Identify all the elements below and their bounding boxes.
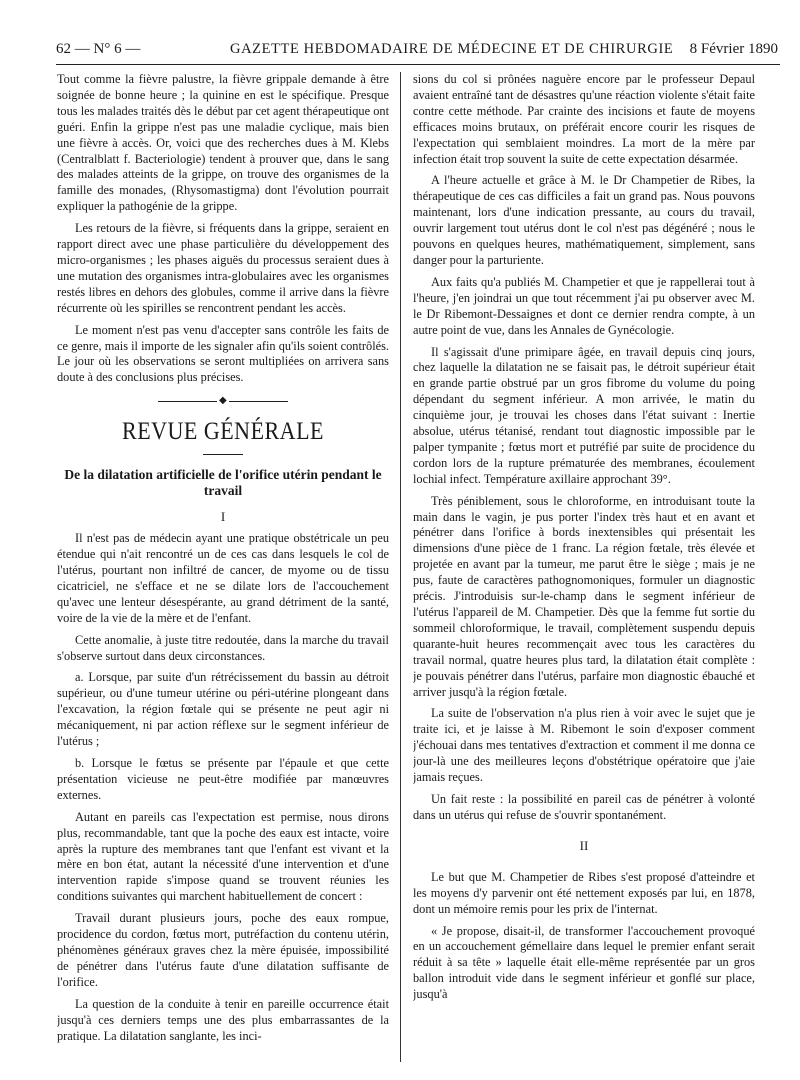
paragraph: Cette anomalie, à juste titre redoutée, dans la marche du travail s'observe surtout dans deux circonstances. bbox=[57, 632, 389, 663]
paragraph: Tout comme la fièvre palustre, la fièvre grippale demande à être soignée de bonne heure ; la quinine en est le spécifique. Presque tous les malades traités dès le début par cet agent thérapeutique ont guéri. Enfin la grippe n'est pas une maladie cyclique, mais bien une fièvre à accès. Or, voici que des recherches dues à M. Klebs (Centralblatt f. Bacteriologie) tendent à prouver que, dans le sang des malades atteints de la grippe, on trouve des organismes de la famille des monades, (Rhysomastigma) dont l'évolution pourrait expliquer la pathogénie de la grippe. bbox=[57, 72, 389, 214]
paragraph: Le moment n'est pas venu d'accepter sans contrôle les faits de ce genre, mais il importe de les signaler afin qu'ils soient contrôlés. Le jour où les observations se seront multipliées on arrivera sans doute à des conclusions plus précises. bbox=[57, 322, 389, 385]
paragraph: « Je propose, disait-il, de transformer l'accouchement provoqué en un accouchement gémellaire dans lequel le premier enfant serait réduit à sa tête » laquelle était elle-même représentée par un gros ballon introduit vide dans le segment inférieur et gonflé sur place, jusqu'à bbox=[413, 923, 755, 1002]
journal-title: GAZETTE HEBDOMADAIRE DE MÉDECINE ET DE CHIRURGIE bbox=[230, 41, 674, 57]
part-number: I bbox=[220, 509, 226, 525]
paragraph: La suite de l'observation n'a plus rien à voir avec le sujet que je traite ici, et je laisse à M. Ribemont le soin d'exposer comment j'échouai dans mes tentatives d'extraction et comment il me donna ce jour-là une des meilleures leçons d'obstétrique opératoire que j'aie jamais reçues. bbox=[413, 706, 755, 785]
part-number: II bbox=[579, 837, 589, 853]
paragraph: Autant en pareils cas l'expectation est permise, nous dirons plus, recommandable, tant que la poche des eaux est intacte, voire après la rupture des membranes tant que l'enfant est vivant et la mère en bon état, autant la nécessité d'une intervention et d'une intervention rapide s'impose quand se trouvent réunies les conditions suivantes qui marchent habituellement de concert : bbox=[57, 809, 389, 904]
paragraph: Aux faits qu'a publiés M. Champetier et que je rappellerai tout à l'heure, j'en joindrai un que tout récemment j'ai pu observer avec M. le Dr Ribemont-Dessaignes et dont ce dernier rendra compte, à un autre point de vue, dans les Annales de Gynécologie. bbox=[413, 274, 755, 337]
paragraph: Un fait reste : la possibilité en pareil cas de pénétrer à volonté dans un utérus qui refuse de s'ouvrir spontanément. bbox=[413, 791, 755, 822]
paragraph: Très péniblement, sous le chloroforme, en introduisant toute la main dans le vagin, je pus porter l'index très haut et en avant et pénétrer dans l'orifice à bords inextensibles qui présentait les dimensions d'une pièce de 1 franc. La région fœtale, très élevée et projetée en avant par la tumeur, me parut être le siège ; mais je ne pus, faute de caractères pathognomoniques, formuler un diagnostic précis. J'introduisis sur-le-champ dans le segment inférieur de l'utérus l'appareil de M. Champetier. Dès que la femme fut sortie du sommeil chloroformique, le travail, complètement suspendu depuis quarante-huit heures recommençait avec tous les caractères du travail normal, quatre heures plus tard, la dilatation était complète : je pouvais pénétrer dans l'utérus, parfaire mon diagnostic ébauché et arriver jusqu'à la région fœtale. bbox=[413, 493, 755, 699]
page-header bbox=[56, 36, 780, 65]
paragraph: sions du col si prônées naguère encore par le professeur Depaul avaient entraîné tant de désastres qu'une réaction violente s'était faite contre cette méthode. Par crainte des incisions et faute de moyens efficaces moins brutaux, on préférait encore courir les risques de l'expectation qui semblaient moindres. La mort de la mère par infection était trop souvent la suite de cette expectation désarmée. bbox=[413, 72, 755, 166]
page-number: 62 — N° 6 — bbox=[56, 41, 141, 57]
paragraph: A l'heure actuelle et grâce à M. le Dr Champetier de Ribes, la thérapeutique de ces cas difficiles a fait un grand pas. Nous pouvons maintenant, lors d'une indication pressante, au cours du travail, ouvrir largement tout utérus dont le col n'est pas dégénéré ; nous le pouvons en quelques heures, mathématiquement, simplement, sans danger pour la parturiente. bbox=[413, 173, 755, 267]
paragraph: Les retours de la fièvre, si fréquents dans la grippe, seraient en rapport direct avec une phase particulière du développement des micro-organismes ; les phases aiguës du processus seraient dues à une mutation des organismes intra-globulaires avec les organismes restés libres en dehors des globules, comme il arrive dans la fièvre récurrente où les spirilles se rencontrent pendant les accès. bbox=[57, 221, 389, 315]
paragraph: Le but que M. Champetier de Ribes s'est proposé d'atteindre et les moyens d'y parvenir ont été nettement exposés par lui, en 1878, dont un mémoire remis pour les prix de l'internat. bbox=[413, 869, 755, 916]
article-title: De la dilatation artificielle de l'orifice utérin pendant le travail bbox=[64, 467, 382, 499]
issue-date: 8 Février 1890 bbox=[689, 41, 778, 57]
paragraph: Travail durant plusieurs jours, poche des eaux rompue, procidence du cordon, fœtus mort, putréfaction du contenu utérin, phénomènes généraux graves chez la mère épuisée, impossibilité de pénétrer dans l'utérus faute d'une dilatation suffisante de l'orifice. bbox=[57, 911, 389, 989]
column-divider bbox=[400, 72, 401, 1062]
short-rule bbox=[203, 454, 243, 455]
section-ornament: ◆ bbox=[158, 396, 288, 406]
section-title: REVUE GÉNÉRALE bbox=[122, 416, 324, 446]
paragraph: a. Lorsque, par suite d'un rétrécissement du bassin au détroit supérieur, ou d'une tumeur utérine ou péri-utérine plongeant dans l'excavation, la région fœtale qui se présente ne peut agir ni mécaniquement, ni par action réflexe sur le segment inférieur de l'utérus ; bbox=[57, 670, 389, 749]
paragraph: Il s'agissait d'une primipare âgée, en travail depuis cinq jours, chez laquelle la dilatation ne se faisait pas, le détroit supérieur était en grande partie obstrué par un gros fibrome du volume du poing dépendant du segment inférieur. A mon arrivée, le matin du cinquième jour, je trouvai les choses dans l'état suivant : Inertie absolue, utérus tétanisé, rendant tout diagnostic impossible par le palper tympanite ; fœtus mort et putréfié par suite de procidence du cordon lors de la rupture prématurée des membranes, écoulement lochial infect. Température axillaire approchant 39°. bbox=[413, 344, 755, 486]
paragraph: La question de la conduite à tenir en pareille occurrence était jusqu'à ces derniers temps une des plus embarrassantes de la pratique. La dilatation sanglante, les inci- bbox=[57, 996, 389, 1043]
paragraph: Il n'est pas de médecin ayant une pratique obstétricale un peu étendue qui n'ait rencontré un de ces cas dans lesquels le col de l'utérus, pourtant non infiltré de cancer, de myome ou de tissu cicatriciel, ne s'efface et ne se dilate lors de l'accouchement qu'avec une lenteur désespérante, au grand détriment de la santé, voire de la vie de la mère et de l'enfant. bbox=[57, 531, 389, 625]
left-column bbox=[57, 72, 389, 1072]
right-column bbox=[413, 72, 755, 1072]
paragraph: b. Lorsque le fœtus se présente par l'épaule et que cette présentation vicieuse ne peut-être modifiée par manœuvres externes. bbox=[57, 756, 389, 802]
